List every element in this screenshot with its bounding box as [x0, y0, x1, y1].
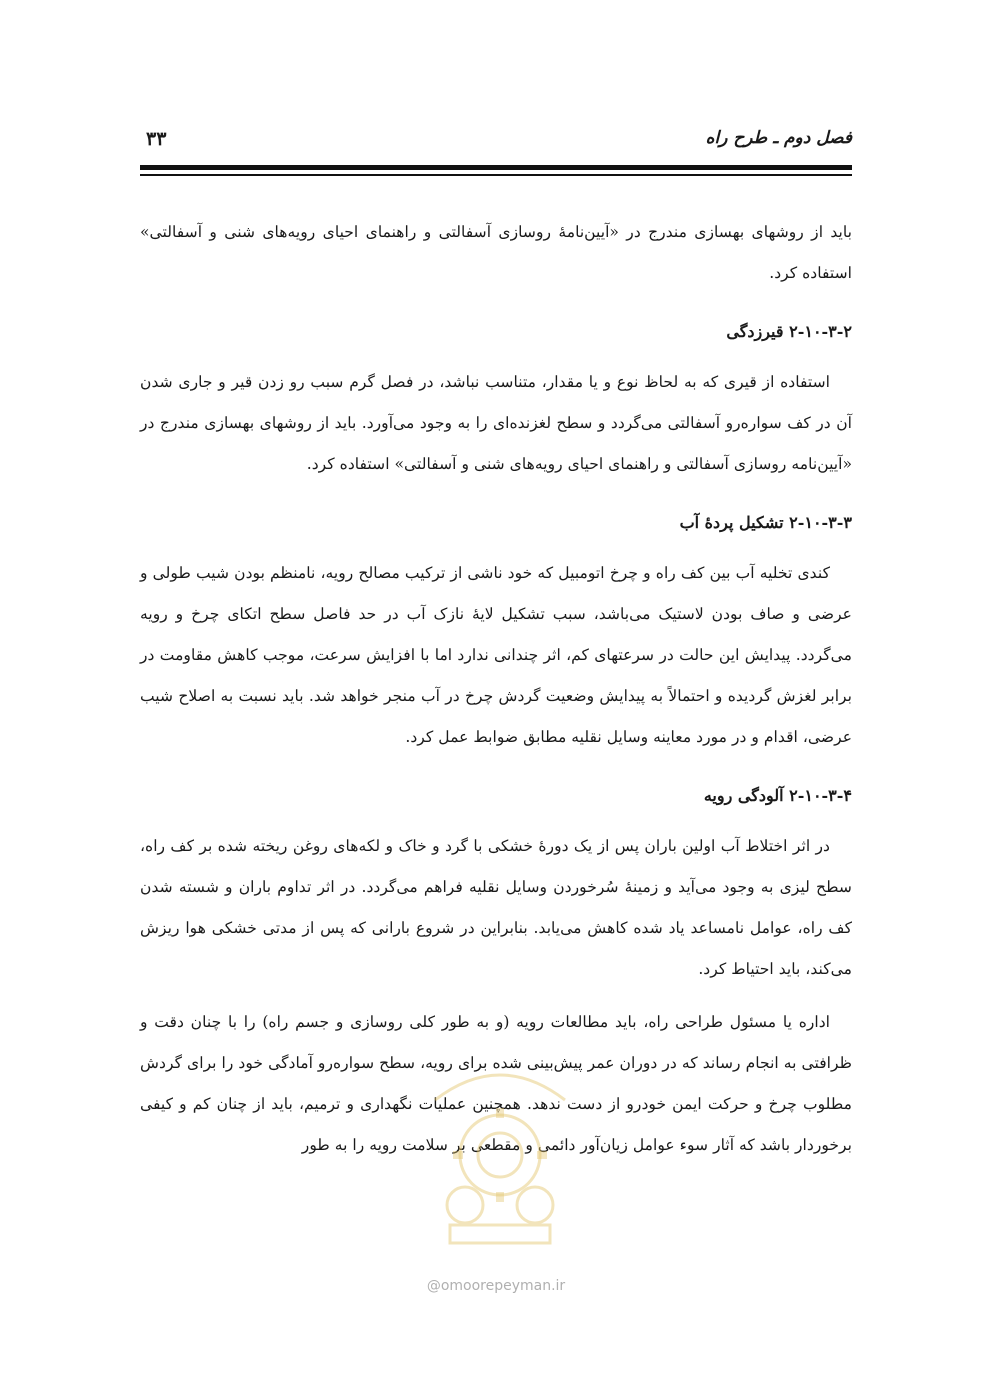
header-rule-thin	[140, 174, 852, 176]
section-heading-surface-contamination: ۲-۱۰-۳-۴ آلودگی رویه	[703, 786, 852, 805]
section-paragraph: کندی تخلیه آب بین کف راه و چرخ اتومبیل که خود ناشی از ترکیب مصالح رویه، نامنظم بودن شیب طولی و عرضی و صاف بودن لاستیک می‌باشد، سبب تشکیل لایهٔ نازک آب در حد فاصل سطح اتکای چرخ و رویه می‌گردد. پیدایش این حالت در سرعتهای کم، اثر چندانی ندارد اما با افزایش سرعت، موجب کاهش مقاومت در برابر لغزش گردیده و احتمالاً به پیدایش وضعیت گردش چرخ در آب منجر خواهد شد. باید نسبت به اصلاح شیب عرضی، اقدام و در مورد معاینه وسایل نقلیه مطابق ضوابط عمل کرد.	[140, 564, 852, 746]
chapter-title: فصل دوم ـ طرح راه	[705, 128, 852, 148]
header-rule-thick	[140, 165, 852, 170]
intro-paragraph: باید از روشهای بهسازی مندرج در «آیین‌نامهٔ روسازی آسفالتی و راهنمای احیای رویه‌های شنی و آسفالتی» استفاده کرد.	[140, 223, 852, 282]
watermark-site: @omoorepeyman.ir	[426, 1278, 566, 1294]
page-header	[140, 128, 852, 158]
page-body	[140, 212, 852, 1178]
section-paragraph: اداره یا مسئول طراحی راه، باید مطالعات رویه (و به طور کلی روسازی و جسم راه) را با چنان دقت و ظرافتی به انجام رساند که در دوران عمر پیش‌بینی شده برای رویه، سطح سواره‌رو آمادگی خود را برای گردش مطلوب چرخ و حرکت ایمن خودرو از دست ندهد. همچنین عملیات نگهداری و ترمیم، باید از چنان کم و کیفی برخوردار باشد که آثار سوء عوامل زیان‌آور دائمی و مقطعی بر سلامت رویه را به طور	[140, 1013, 852, 1154]
section-heading-water-film: ۲-۱۰-۳-۳ تشکیل پردهٔ آب	[679, 513, 852, 532]
page-number: ۳۳	[146, 128, 167, 150]
section-heading-bitumen-bleeding: ۲-۱۰-۳-۲ قیرزدگی	[726, 322, 852, 341]
section-paragraph: استفاده از قیری که به لحاظ نوع و یا مقدار، متناسب نباشد، در فصل گرم سبب رو زدن قیر و جاری شدن آن در کف سواره‌رو آسفالتی می‌گردد و سطح لغزنده‌ای را به وجود می‌آورد. باید از روشهای بهسازی مندرج در «آیین‌نامه روسازی آسفالتی و راهنمای احیای رویه‌های شنی و آسفالتی» استفاده کرد.	[140, 373, 852, 473]
section-paragraph: در اثر اختلاط آب اولین باران پس از یک دورهٔ خشکی با گرد و خاک و لکه‌های روغن ریخته شده بر کف راه، سطح لیزی به وجود می‌آید و زمینهٔ سُرخوردن وسایل نقلیه فراهم می‌گردد. در اثر تداوم باران و شسته شدن کف راه، عوامل نامساعد یاد شده کاهش می‌یابد. بنابراین در شروع بارانی که پس از مدتی خشکی هوا ریزش می‌کند، باید احتیاط کرد.	[140, 837, 852, 978]
